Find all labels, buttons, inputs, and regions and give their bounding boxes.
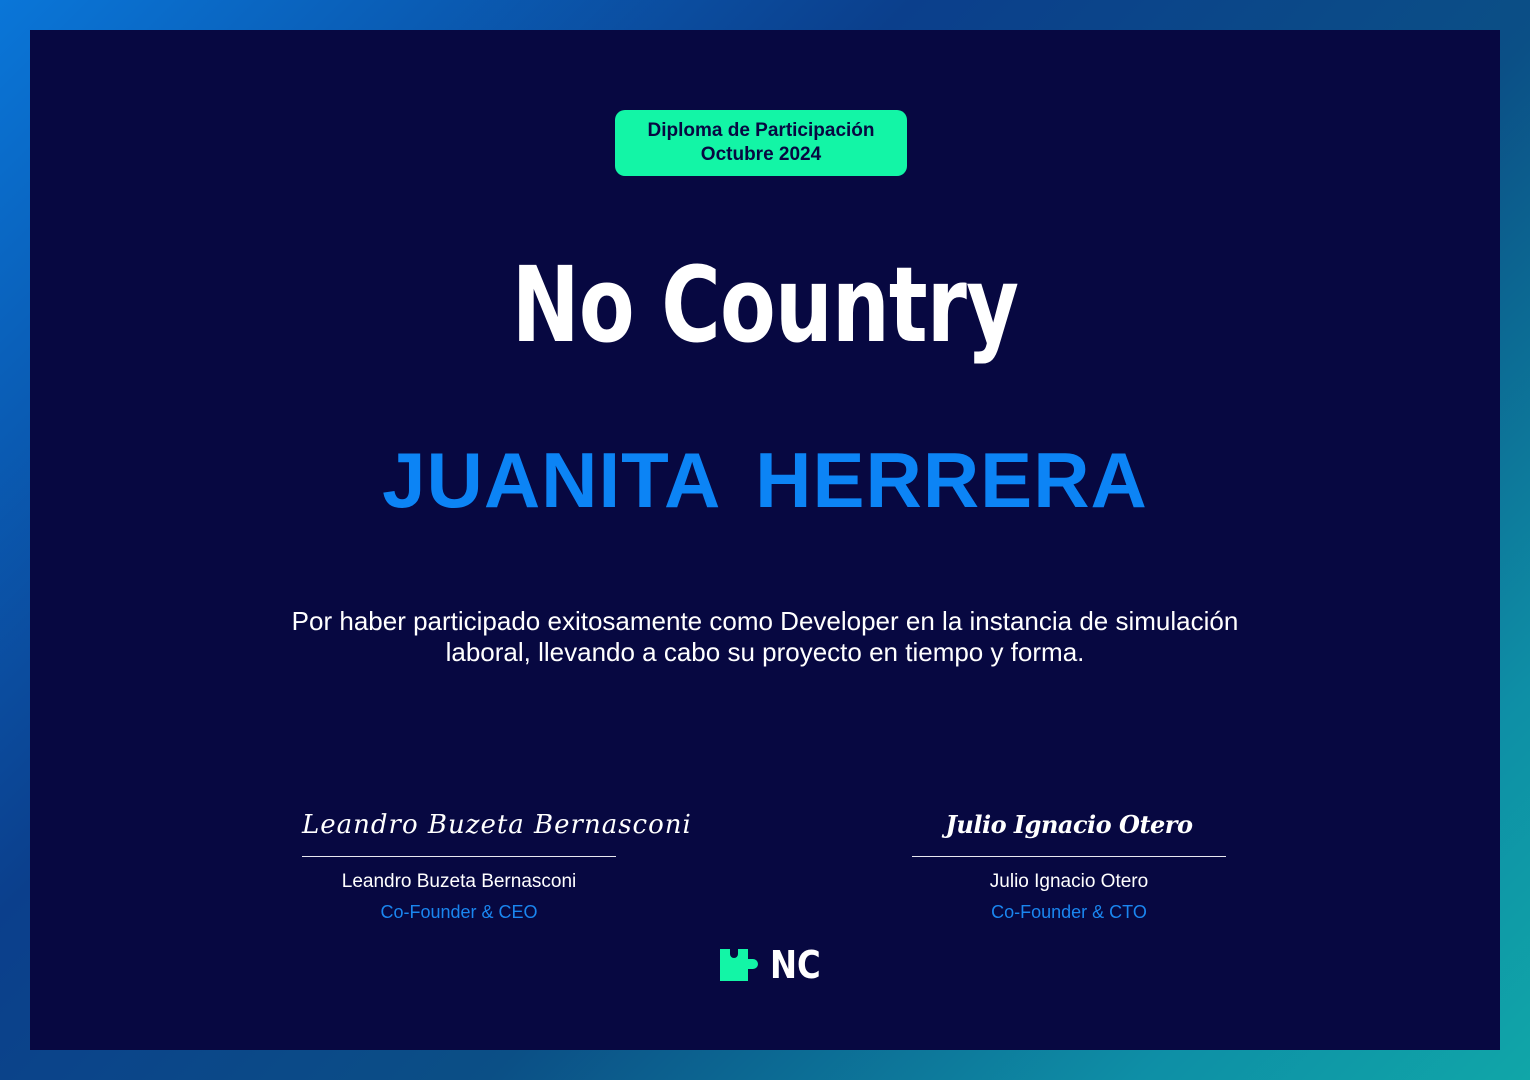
nc-logo bbox=[718, 944, 830, 986]
handwritten-signature-ceo: Leandro Buzeta Bernasconi bbox=[302, 810, 692, 840]
description-line-1: Por haber participado exitosamente como Developer en la instancia de simulación bbox=[291, 606, 1239, 636]
organization-name: No Country bbox=[511, 244, 1019, 366]
description-line-2: laboral, llevando a cabo su proyecto en tiempo y forma. bbox=[445, 637, 1085, 667]
certificate-description bbox=[230, 606, 1300, 668]
diploma-badge bbox=[615, 110, 907, 176]
signature-block-cto bbox=[912, 800, 1226, 923]
signature-line bbox=[302, 856, 616, 857]
signatory-name-cto: Julio Ignacio Otero bbox=[989, 871, 1149, 892]
signatory-role-ceo: Co-Founder & CEO bbox=[380, 902, 538, 922]
puzzle-piece-icon bbox=[718, 947, 762, 983]
signatory-role-cto: Co-Founder & CTO bbox=[991, 902, 1147, 922]
recipient-name bbox=[30, 435, 1500, 525]
signature-line bbox=[912, 856, 1226, 857]
handwritten-signature-cto: Julio Ignacio Otero bbox=[945, 810, 1193, 839]
logo-text: NC bbox=[770, 943, 821, 987]
signature-block-ceo bbox=[302, 800, 692, 923]
certificate bbox=[30, 30, 1500, 1050]
recipient-first-name: JUANITA bbox=[382, 436, 719, 524]
badge-title: Diploma de Participación bbox=[647, 120, 875, 141]
signatory-name-ceo: Leandro Buzeta Bernasconi bbox=[341, 871, 577, 892]
badge-date: Octubre 2024 bbox=[700, 144, 822, 165]
recipient-last-name: HERRERA bbox=[755, 436, 1148, 524]
